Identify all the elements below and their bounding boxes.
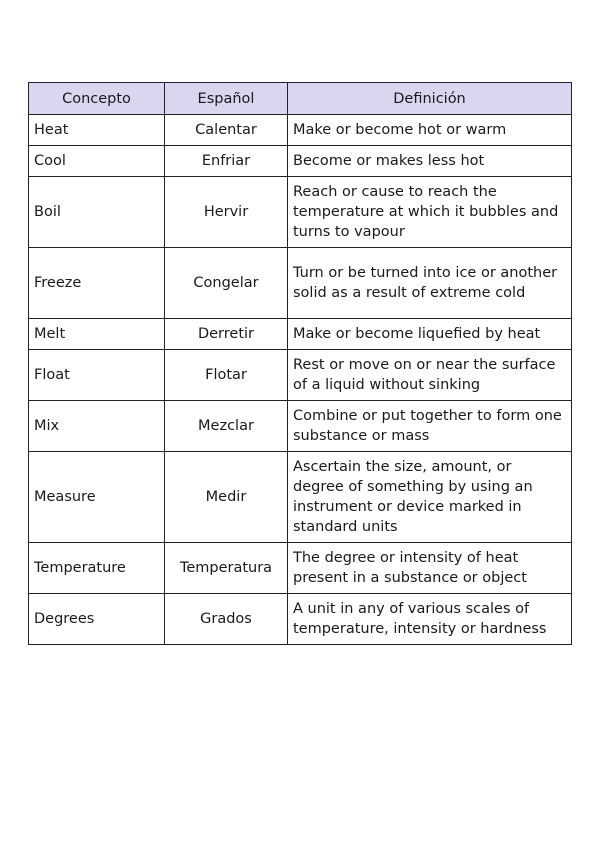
table-row [29, 350, 572, 401]
spanish-cell: Calentar [165, 115, 288, 146]
concept-cell: Freeze [29, 248, 165, 319]
table-row [29, 146, 572, 177]
definition-cell: Make or become hot or warm [288, 115, 572, 146]
concept-cell: Cool [29, 146, 165, 177]
spanish-cell: Congelar [165, 248, 288, 319]
definition-cell: Rest or move on or near the surface of a liquid without sinking [288, 350, 572, 401]
spanish-cell: Temperatura [165, 543, 288, 594]
vocabulary-table [28, 82, 572, 645]
definition-cell: A unit in any of various scales of temperature, intensity or hardness [288, 594, 572, 645]
concept-cell: Temperature [29, 543, 165, 594]
table-header-row [29, 83, 572, 115]
definition-cell: The degree or intensity of heat present in a substance or object [288, 543, 572, 594]
table-row [29, 248, 572, 319]
table-row [29, 543, 572, 594]
spanish-cell: Hervir [165, 177, 288, 248]
concept-cell: Mix [29, 401, 165, 452]
concept-cell: Float [29, 350, 165, 401]
table-row [29, 452, 572, 543]
concept-cell: Degrees [29, 594, 165, 645]
definition-cell: Become or makes less hot [288, 146, 572, 177]
spanish-cell: Enfriar [165, 146, 288, 177]
table-row [29, 177, 572, 248]
header-definicion: Definición [288, 83, 572, 115]
spanish-cell: Derretir [165, 319, 288, 350]
header-espanol: Español [165, 83, 288, 115]
spanish-cell: Medir [165, 452, 288, 543]
concept-cell: Heat [29, 115, 165, 146]
definition-cell: Combine or put together to form one substance or mass [288, 401, 572, 452]
definition-cell: Make or become liquefied by heat [288, 319, 572, 350]
header-concepto: Concepto [29, 83, 165, 115]
table-row [29, 319, 572, 350]
spanish-cell: Mezclar [165, 401, 288, 452]
definition-cell: Turn or be turned into ice or another solid as a result of extreme cold [288, 248, 572, 319]
concept-cell: Boil [29, 177, 165, 248]
concept-cell: Measure [29, 452, 165, 543]
definition-cell: Ascertain the size, amount, or degree of something by using an instrument or device marked in standard units [288, 452, 572, 543]
table-row [29, 594, 572, 645]
table-row [29, 115, 572, 146]
concept-cell: Melt [29, 319, 165, 350]
spanish-cell: Flotar [165, 350, 288, 401]
definition-cell: Reach or cause to reach the temperature at which it bubbles and turns to vapour [288, 177, 572, 248]
table-row [29, 401, 572, 452]
spanish-cell: Grados [165, 594, 288, 645]
